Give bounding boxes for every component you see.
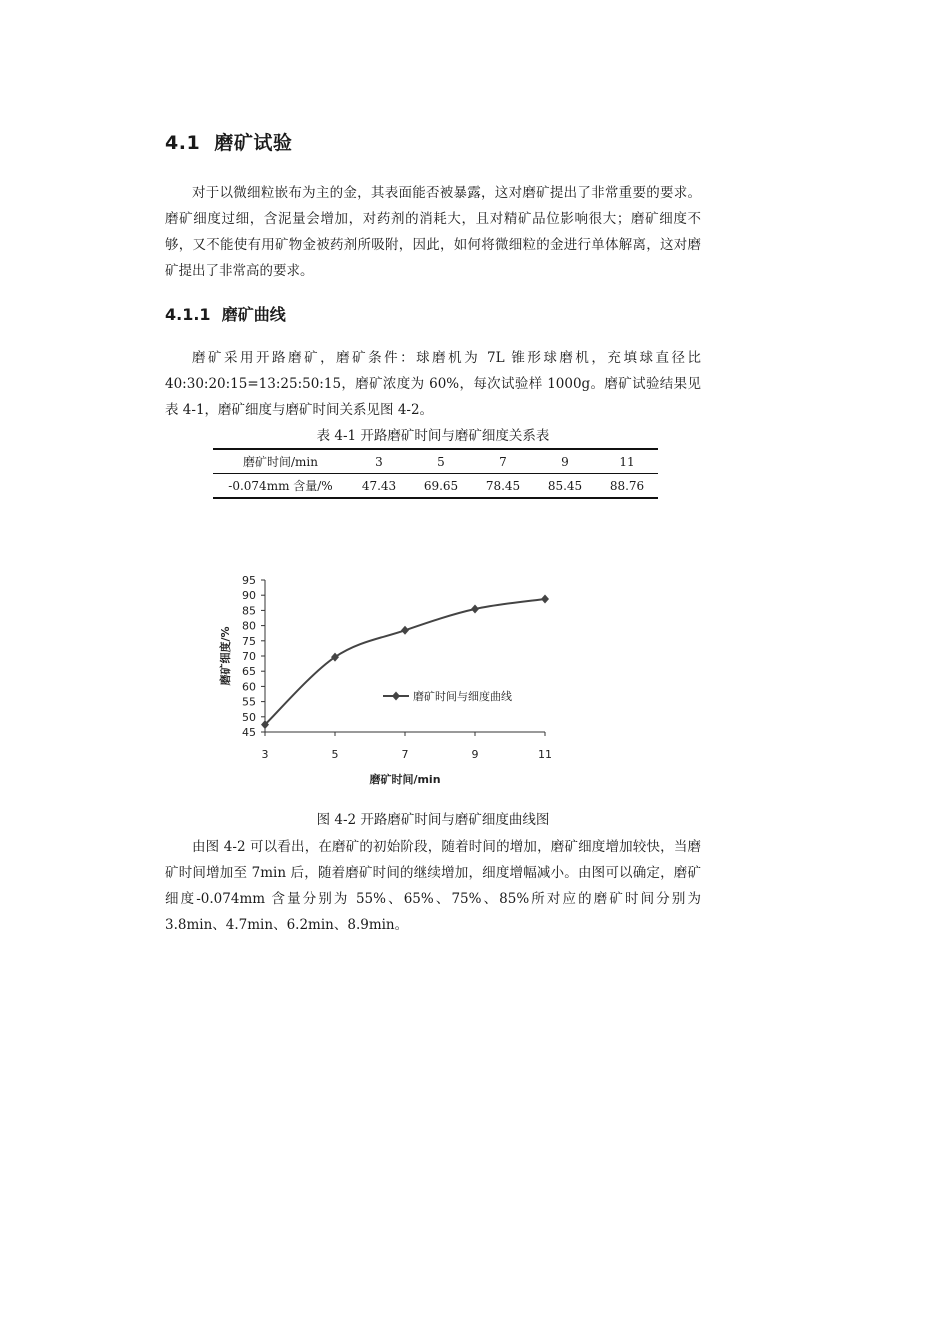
table-data-row <box>213 474 658 499</box>
paragraph-conditions: 磨矿采用开路磨矿，磨矿条件：球磨机为 7L 锥形球磨机，充填球直径比 40:30:20:15=13:25:50:15，磨矿浓度为 60%，每次试验样 1000g。磨矿试验结果见表 4-1，磨矿细度与磨矿时间关系见图 4-2。 <box>165 350 701 418</box>
subsection-title: 磨矿曲线 <box>221 305 286 324</box>
y-tick-label: 95 <box>242 574 256 587</box>
table-header-label: 磨矿时间/min <box>213 449 348 474</box>
subsection-number: 4.1.1 <box>165 305 211 324</box>
series-line <box>265 599 545 725</box>
y-tick-label: 80 <box>242 619 256 633</box>
table-header-row <box>213 449 658 474</box>
legend-marker <box>392 692 400 701</box>
y-tick-label: 65 <box>242 665 256 679</box>
table-cell-time: 11 <box>596 449 658 474</box>
y-tick-label: 70 <box>242 650 256 663</box>
x-tick-label: 5 <box>331 748 339 761</box>
table-row-label: -0.074mm 含量/% <box>213 474 348 499</box>
table-cell-time: 7 <box>472 449 534 474</box>
table-cell-content: 88.76 <box>596 474 658 499</box>
paragraph-intro: 对于以微细粒嵌布为主的金，其表面能否被暴露，这对磨矿提出了非常重要的要求。磨矿细度过细，含泥量会增加，对药剂的消耗大，且对精矿品位影响很大；磨矿细度不够，又不能使有用矿物金被药剂所吸附，因此，如何将微细粒的金进行单体解离，这对磨矿提出了非常高的要求。 <box>165 185 701 279</box>
legend-label: 磨矿时间与细度曲线 <box>413 690 512 703</box>
subsection-heading <box>165 302 286 325</box>
table-cell-content: 47.43 <box>348 474 410 499</box>
data-point-marker <box>541 594 549 603</box>
table-cell-content: 85.45 <box>534 474 596 499</box>
grinding-curve-chart <box>195 565 575 800</box>
grinding-table <box>213 448 658 499</box>
series-group <box>261 594 549 729</box>
x-axis-label: 磨矿时间/min <box>369 773 441 786</box>
y-axis <box>242 574 265 739</box>
table-cell-content: 78.45 <box>472 474 534 499</box>
table-cell-time: 9 <box>534 449 596 474</box>
chart-legend <box>383 689 512 703</box>
section-heading <box>165 128 292 155</box>
y-tick-label: 60 <box>242 680 256 694</box>
x-axis <box>262 732 553 761</box>
section-number: 4.1 <box>165 132 201 154</box>
table-caption: 表 4-1 开路磨矿时间与磨矿细度关系表 <box>316 428 550 444</box>
y-tick-label: 50 <box>242 710 256 724</box>
data-point-marker <box>401 626 409 635</box>
paragraph-analysis: 由图 4-2 可以看出，在磨矿的初始阶段，随着时间的增加，磨矿细度增加较快，当磨矿时间增加至 7min 后，随着磨矿时间的继续增加，细度增幅减小。由图可以确定，磨矿细度-0.074mm 含量分别为 55%、65%、75%、85%所对应的磨矿时间分别为 3.8min、4.7min、6.2min、8.9min。 <box>165 839 701 933</box>
y-tick-label: 55 <box>242 695 256 709</box>
y-tick-label: 90 <box>242 589 256 603</box>
y-tick-label: 75 <box>242 634 256 648</box>
y-tick-label: 85 <box>242 604 256 618</box>
x-tick-label: 9 <box>471 748 479 761</box>
x-tick-label: 3 <box>261 748 269 761</box>
table-cell-content: 69.65 <box>410 474 472 499</box>
data-point-marker <box>471 605 479 614</box>
table-cell-time: 5 <box>410 449 472 474</box>
figure-caption: 图 4-2 开路磨矿时间与磨矿细度曲线图 <box>316 812 550 828</box>
x-tick-label: 11 <box>538 748 552 761</box>
y-axis-label: 磨矿细度/% <box>219 626 232 686</box>
section-title: 磨矿试验 <box>214 132 293 154</box>
table-cell-time: 3 <box>348 449 410 474</box>
y-tick-label: 45 <box>242 726 256 739</box>
x-tick-label: 7 <box>401 748 409 761</box>
